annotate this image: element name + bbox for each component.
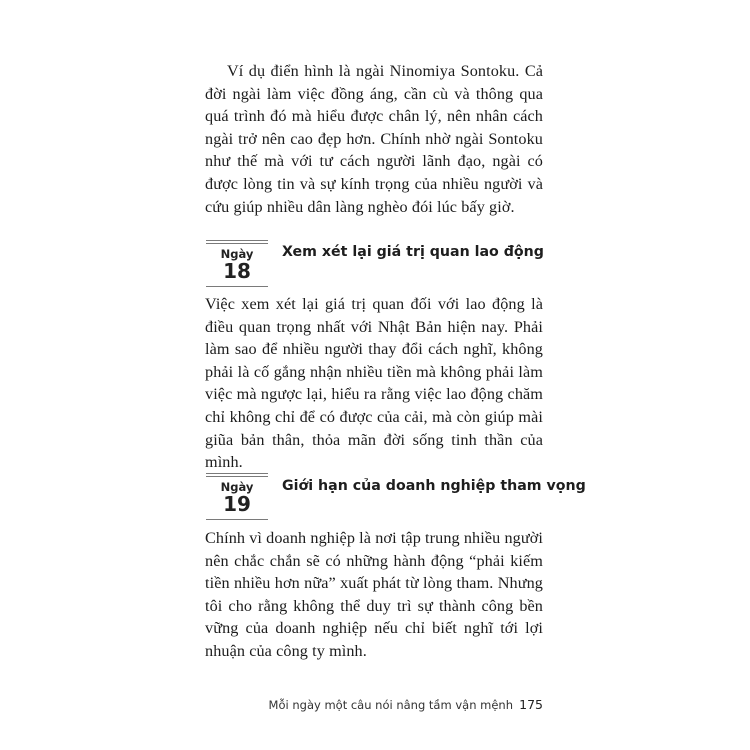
day-label: Ngày <box>220 480 254 494</box>
intro-paragraph: Ví dụ điển hình là ngài Ninomiya Sontoku. Cả đời ngài làm việc đồng áng, cần cù và thông qua quá trình đó mà hiểu được chân lý, nên nhân cách ngài trở nên cao đẹp hơn. Chính nhờ ngài Sontoku như thế mà với tư cách người lãnh đạo, ngài có được lòng tin và sự kính trọng của nhiều người và cứu giúp nhiều dân làng nghèo đói lúc bấy giờ. <box>205 62 543 216</box>
section-paragraph-day-18: Việc xem xét lại giá trị quan đối với lao động là điều quan trọng nhất với Nhật Bản hiện nay. Phải làm sao để nhiều người thay đổi cách nghĩ, không phải là cố gắng nhận nhiều tiền mà không phải làm việc mà ngược lại, hiểu ra rằng việc lao động chăm chỉ không chỉ để có được của cải, mà còn giúp mài giũa bản thân, thỏa mãn đời sống tinh thần của mình. <box>205 295 543 472</box>
day-number: 19 <box>223 492 251 516</box>
section-heading-day-18: Xem xét lại giá trị quan lao động <box>282 244 544 260</box>
day-label: Ngày <box>220 247 254 261</box>
day-marker-top-rule <box>206 473 268 474</box>
running-footer-book-title: Mỗi ngày một câu nói nâng tầm vận mệnh <box>268 698 513 712</box>
day-19-marker <box>206 473 268 521</box>
day-18-marker <box>206 240 268 288</box>
section-paragraph-day-19: Chính vì doanh nghiệp là nơi tập trung nhiều người nên chắc chắn sẽ có những hành động “phải kiếm tiền nhiều hơn nữa” xuất phát từ lòng tham. Nhưng tôi cho rằng không thể duy trì sự thành công bền vững của doanh nghiệp nếu chỉ biết nghĩ tới lợi nhuận của công ty mình. <box>205 529 543 660</box>
day-marker-top-rule-inner <box>206 476 268 477</box>
day-number: 18 <box>223 259 251 283</box>
day-marker-bottom-rule <box>206 519 268 520</box>
day-marker-bottom-rule <box>206 286 268 287</box>
page-footer <box>0 696 543 714</box>
day-marker-top-rule-inner <box>206 243 268 244</box>
day-marker-top-rule <box>206 240 268 241</box>
section-heading-day-19: Giới hạn của doanh nghiệp tham vọng <box>282 478 586 494</box>
page-number: 175 <box>519 697 543 712</box>
